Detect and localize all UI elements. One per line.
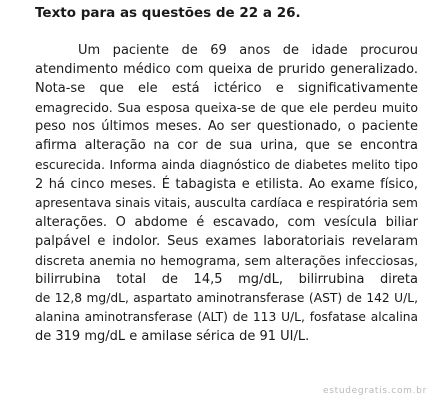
paragraph-line: atendimento médico com queixa de prurido generalizado. [35, 62, 418, 78]
paragraph-line: 2 há cinco meses. É tabagista e etilista. Ao exame físico, [35, 176, 418, 192]
paragraph-line: emagrecido. Sua esposa queixa-se de que ele perdeu muito [35, 100, 418, 116]
paragraph-line: escurecida. Informa ainda diagnóstico de diabetes melito tipo [35, 157, 418, 172]
section-heading: Texto para as questões de 22 a 26. [35, 5, 301, 21]
paragraph-line: afirma alteração na cor de sua urina, que se encontra [35, 138, 418, 154]
paragraph-line: Um paciente de 69 anos de idade procurou [78, 43, 418, 58]
paragraph-line: palpável e indolor. Seus exames laboratoriais revelaram [35, 233, 418, 249]
paragraph-line: discreta anemia no hemograma, sem alterações infecciosas, [35, 253, 418, 269]
paragraph-line: apresentava sinais vitais, ausculta cardíaca e respiratória sem [35, 195, 418, 210]
site-watermark: estudegratis.com.br [322, 386, 427, 396]
paragraph-line: alanina aminotransferase (ALT) de 113 U/L, fosfatase alcalina [35, 310, 418, 325]
paragraph-line: de 319 mg/dL e amilase sérica de 91 UI/L. [35, 329, 310, 345]
paragraph-line: alterações. O abdome é escavado, com vesícula biliar [35, 214, 418, 230]
paragraph-line: peso nos últimos meses. Ao ser questionado, o paciente [35, 119, 418, 135]
case-paragraph [35, 41, 418, 347]
paragraph-line: bilirrubina total de 14,5 mg/dL, bilirrubina direta [35, 272, 418, 288]
paragraph-line: de 12,8 mg/dL, aspartato aminotransferase (AST) de 142 U/L, [35, 291, 418, 306]
paragraph-line: Nota-se que ele está ictérico e significativamente [35, 81, 418, 97]
